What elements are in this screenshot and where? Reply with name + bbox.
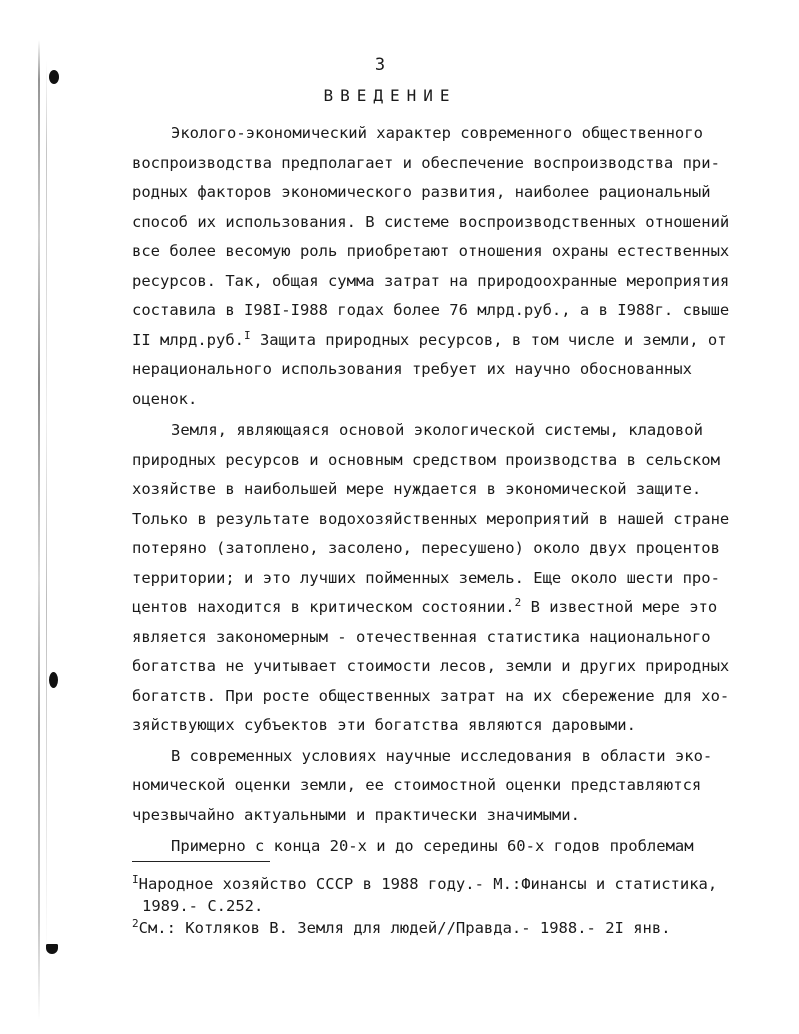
text-segment: II млрд.руб. <box>132 331 244 349</box>
text-line: территории; и это лучших пойменных земель. Еще около шести про- <box>132 569 720 587</box>
footnote-text: См.: Котляков В. Земля для людей//Правда.- 1988.- 2I янв. <box>138 919 671 937</box>
text-line: нерационального использования требует их научно обоснованных <box>132 360 692 378</box>
text-line: богатств. При росте общественных затрат на их сбережение для хо- <box>132 687 730 705</box>
footnote-separator <box>132 861 270 862</box>
footnote-2 <box>132 918 671 938</box>
text-line: является закономерным - отечественная статистика национального <box>132 628 711 646</box>
text-line: способ их использования. В системе воспроизводственных отношений <box>132 213 730 231</box>
punch-hole-mark <box>49 672 58 688</box>
text-line: зяйствующих субъектов эти богатства являются даровыми. <box>132 716 636 734</box>
text-line: чрезвычайно актуальными и практически значимыми. <box>132 806 580 824</box>
text-line: воспроизводства предполагает и обеспечение воспроизводства при- <box>132 154 720 172</box>
text-line: все более весомую роль приобретают отношения охраны естественных <box>132 242 730 260</box>
binding-edge <box>38 40 40 1020</box>
text-line-with-footnote <box>132 597 717 617</box>
text-line: Только в результате водохозяйственных мероприятий в нашей стране <box>132 510 730 528</box>
text-line: Эколого-экономический характер современного общественного <box>171 124 703 142</box>
page-number: 3 <box>374 55 386 75</box>
text-line: оценок. <box>132 390 198 408</box>
text-segment: центов находится в критическом состоянии. <box>132 598 515 616</box>
punch-hole-mark <box>46 944 58 954</box>
text-segment: Защита природных ресурсов, в том числе и земли, от <box>250 331 727 349</box>
text-line: богатства не учитывает стоимости лесов, земли и других природных <box>132 657 730 675</box>
text-line: природных ресурсов и основным средством производства в сельском <box>132 451 720 469</box>
text-line: номической оценки земли, ее стоимостной оценки представляются <box>132 776 702 794</box>
footnote-mark-2: 2 <box>132 916 139 930</box>
text-line: Примерно с конца 20-х и до середины 60-х годов проблемам <box>171 837 694 855</box>
footnote-1 <box>132 874 717 894</box>
text-line: Земля, являющаяся основой экологической системы, кладовой <box>171 421 703 439</box>
text-segment: В известной мере это <box>521 598 718 616</box>
text-line: В современных условиях научные исследования в области эко- <box>171 747 713 765</box>
text-line: родных факторов экономического развития, наиболее рациональный <box>132 183 711 201</box>
footnote-mark-1: I <box>132 872 139 886</box>
text-line: составила в I98I-I988 годах более 76 млрд.руб., а в I988г. свыше <box>132 301 730 319</box>
binding-edge-secondary <box>46 60 47 960</box>
text-line-with-footnote <box>132 330 727 350</box>
section-title: ВВЕДЕНИЕ <box>323 86 457 105</box>
footnote-ref-1: I <box>243 328 251 342</box>
text-line: хозяйстве в наибольшей мере нуждается в экономической защите. <box>132 480 702 498</box>
text-line: потеряно (затоплено, засолено, пересушено) около двух процентов <box>132 539 720 557</box>
footnote-1-continuation: 1989.- С.252. <box>142 897 264 915</box>
text-line: ресурсов. Так, общая сумма затрат на природоохранные мероприятия <box>132 272 730 290</box>
footnote-ref-2: 2 <box>514 595 522 609</box>
footnote-text: Народное хозяйство СССР в 1988 году.- М.:Финансы и статистика, <box>138 875 718 893</box>
